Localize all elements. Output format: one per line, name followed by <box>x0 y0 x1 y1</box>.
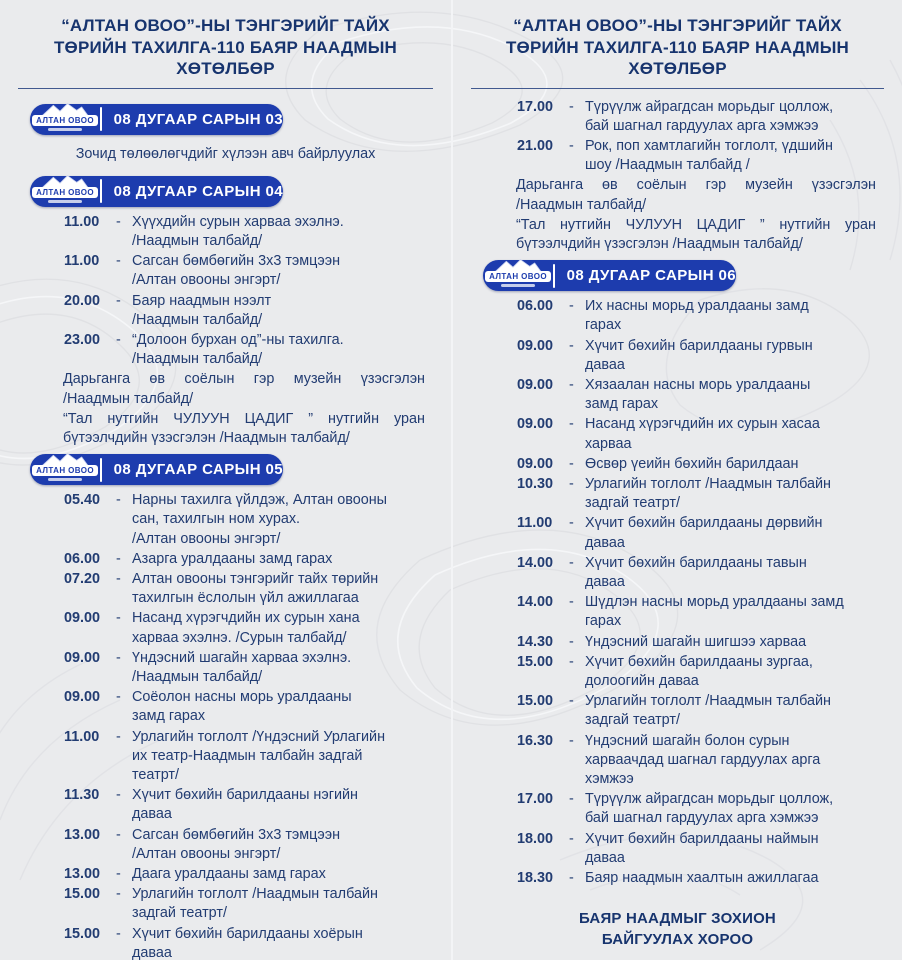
note-line: бүтээлчдийн үзэсгэлэн /Наадмын талбайд/ <box>63 429 350 446</box>
note <box>0 370 451 408</box>
event-time: 09.00 <box>517 376 554 393</box>
event-description <box>585 475 876 513</box>
note-line: “Тал нутгийн ЧУЛУУН ЦАДИГ ” нутгийн уран <box>63 410 425 427</box>
event-dash: - <box>569 653 574 670</box>
event-description-line: даваа <box>132 806 172 823</box>
event-time: 09.00 <box>64 649 101 666</box>
event-dash: - <box>116 787 121 804</box>
event-description-line: /Наадмын талбайд/ <box>132 311 263 328</box>
event-description-line: харваа эхэлнэ. /Сурын талбайд/ <box>132 629 347 646</box>
note-line: “Тал нутгийн ЧУЛУУН ЦАДИГ ” нутгийн уран <box>516 216 876 233</box>
event-description-line: /Наадмын талбайд/ <box>132 351 263 368</box>
schedule-item <box>0 688 451 726</box>
event-description-line: Рок, поп хамтлагийн тоглолт, үдшийн <box>585 137 833 154</box>
title-line: ТӨРИЙН ТАХИЛГА-110 БАЯР НААДМЫН <box>53 37 398 57</box>
event-description-line: шоу /Наадмын талбайд / <box>585 157 750 174</box>
date-badge-label: 08 ДУГААР САРЫН 05 <box>113 461 283 479</box>
note-line: /Наадмын талбайд/ <box>63 390 194 407</box>
schedule-item <box>0 252 451 290</box>
event-description-line: хэмжээ <box>585 771 634 787</box>
event-description <box>132 491 425 549</box>
event-description-line: гарах <box>585 613 622 630</box>
footer-line: БАЙГУУЛАХ ХОРОО <box>601 931 754 949</box>
schedule-item <box>0 826 451 864</box>
event-description-line: Хүчит бөхийн барилдааны зургаа, <box>585 653 813 670</box>
event-description-line: даваа <box>585 849 625 866</box>
event-description-line: гарах <box>585 317 622 334</box>
date-badge-label: 08 ДУГААР САРЫН 03 <box>113 110 283 128</box>
schedule-item <box>0 649 451 687</box>
event-dash: - <box>116 253 121 270</box>
event-time: 06.00 <box>64 550 101 567</box>
event-time: 09.00 <box>517 337 554 354</box>
event-time: 23.00 <box>64 331 101 348</box>
event-description <box>132 865 425 884</box>
event-description-line: Үндэсний шагайн харваа эхэлнэ. <box>132 649 352 666</box>
event-dash: - <box>116 610 121 627</box>
event-description <box>132 570 425 608</box>
event-description-line: /Алтан овооны энгэрт/ <box>132 845 281 862</box>
event-description <box>585 790 876 828</box>
event-description <box>132 826 425 864</box>
note <box>453 216 902 254</box>
event-time: 09.00 <box>64 610 101 627</box>
event-dash: - <box>569 475 574 492</box>
altan-ovoo-logo <box>483 258 553 287</box>
badge-divider <box>100 458 102 482</box>
logo-subtitle-bar <box>501 284 535 287</box>
event-dash: - <box>116 689 121 706</box>
event-description <box>132 331 425 369</box>
schedule-item <box>453 790 902 828</box>
schedule-item <box>453 653 902 691</box>
event-description-line: Нарны тахилга үйлдэж, Алтан овооны <box>132 492 387 509</box>
event-time: 17.00 <box>517 98 554 115</box>
event-description-line: Хүчит бөхийн барилдааны нэгийн <box>132 787 358 804</box>
event-description-line: Даага уралдааны замд гарах <box>132 866 326 882</box>
event-description <box>132 885 425 923</box>
event-time: 14.00 <box>517 594 554 611</box>
event-description-line: замд гарах <box>132 708 206 725</box>
event-dash: - <box>569 455 574 472</box>
event-description <box>132 550 425 569</box>
event-dash: - <box>116 213 121 230</box>
schedule-item <box>0 925 451 960</box>
event-description-line: Насанд хүрэгчдийн их сурын хана <box>132 610 360 627</box>
event-dash: - <box>116 292 121 309</box>
event-dash: - <box>116 728 121 745</box>
event-dash: - <box>116 492 121 509</box>
event-dash: - <box>569 337 574 354</box>
event-description-line: Өсвөр үеийн бөхийн барилдаан <box>585 455 799 472</box>
event-dash: - <box>569 515 574 532</box>
note-line: /Наадмын талбайд/ <box>516 196 647 213</box>
event-description-line: их театр-Наадмын талбайн задгай <box>132 747 363 764</box>
event-dash: - <box>116 550 121 567</box>
event-time: 15.00 <box>64 925 101 942</box>
schedule-item <box>453 455 902 474</box>
logo-title: АЛТАН ОВОО <box>32 115 98 126</box>
schedule-item <box>453 415 902 453</box>
event-dash: - <box>569 98 574 115</box>
event-description-line: замд гарах <box>585 396 659 413</box>
event-description-line: Насанд хүрэгчдийн их сурын хасаа <box>585 416 820 433</box>
event-description-line: Шүдлэн насны морьд уралдааны замд <box>585 594 844 611</box>
event-description <box>585 98 876 136</box>
schedule-item <box>453 633 902 652</box>
date-badge-label: 08 ДУГААР САРЫН 06 <box>566 267 736 285</box>
event-time: 15.00 <box>64 886 101 903</box>
sections <box>0 89 451 960</box>
event-dash: - <box>116 886 121 903</box>
event-description <box>132 609 425 647</box>
event-description-line: даваа <box>585 356 625 373</box>
event-description <box>585 593 876 631</box>
schedule-item <box>453 554 902 592</box>
event-description <box>585 514 876 552</box>
schedule-item <box>0 570 451 608</box>
organizer-footer <box>453 908 902 950</box>
event-description <box>585 297 876 335</box>
event-description-line: Түрүүлж айрагдсан морьдыг цоллож, <box>585 791 834 808</box>
logo-title: АЛТАН ОВОО <box>32 187 98 198</box>
schedule-item <box>453 692 902 730</box>
event-description-line: сан, тахилгын ном хурах. <box>132 511 301 528</box>
event-description-line: /Наадмын талбайд/ <box>132 232 263 249</box>
event-description <box>585 633 876 652</box>
schedule-item <box>0 331 451 369</box>
schedule-item <box>453 475 902 513</box>
schedule-item <box>0 609 451 647</box>
event-time: 21.00 <box>517 137 554 154</box>
event-time: 18.30 <box>517 870 554 887</box>
event-description <box>585 415 876 453</box>
event-description-line: Хүчит бөхийн барилдааны наймын <box>585 830 819 847</box>
date-badge-label: 08 ДУГААР САРЫН 04 <box>113 182 283 200</box>
date-badge <box>483 260 736 291</box>
event-time: 09.00 <box>517 455 554 472</box>
event-description-line: Баяр наадмын хаалтын ажиллагаа <box>585 870 819 887</box>
event-time: 07.20 <box>64 570 101 587</box>
footer-line: БАЯР НААДМЫГ ЗОХИОН <box>579 910 776 928</box>
event-description-line: бай шагнал гардуулах арга хэмжээ <box>585 117 819 134</box>
note-line: Дарьганга өв соёлын гэр музейн үзэсгэлэн <box>516 177 876 194</box>
event-dash: - <box>116 570 121 587</box>
event-dash: - <box>569 732 574 749</box>
event-dash: - <box>569 554 574 571</box>
event-description <box>132 688 425 726</box>
event-time: 11.00 <box>64 728 100 745</box>
schedule-item <box>453 830 902 868</box>
title-line: “АЛТАН ОВОО”-НЫ ТЭНГЭРИЙГ ТАЙХ <box>513 16 842 35</box>
event-description <box>132 649 425 687</box>
event-description-line: харваа <box>585 435 632 452</box>
schedule-item <box>0 728 451 786</box>
event-time: 13.00 <box>64 866 101 882</box>
title-line: “АЛТАН ОВОО”-НЫ ТЭНГЭРИЙГ ТАЙХ <box>61 16 390 35</box>
event-description-line: “Долоон бурхан од”-ны тахилга. <box>132 331 344 348</box>
event-description-line: Баяр наадмын нээлт <box>132 292 272 309</box>
event-time: 09.00 <box>64 689 101 706</box>
event-dash: - <box>116 331 121 348</box>
event-description <box>585 732 876 790</box>
event-description-line: тахилгын ёслолын үйл ажиллагаа <box>132 590 359 607</box>
event-time: 20.00 <box>64 292 101 309</box>
event-description <box>585 692 876 730</box>
schedule-item <box>0 213 451 251</box>
event-dash: - <box>569 376 574 393</box>
event-dash: - <box>569 693 574 710</box>
event-dash: - <box>569 298 574 315</box>
event-time: 05.40 <box>64 492 101 509</box>
event-description-line: /Алтан овооны энгэрт/ <box>132 530 281 547</box>
event-description-line: Урлагийн тоглолт /Наадмын талбайн <box>585 693 831 710</box>
event-time: 15.00 <box>517 693 554 710</box>
note <box>453 176 902 214</box>
event-description-line: Соёолон насны морь уралдааны <box>132 689 352 706</box>
event-description-line: долоогийн даваа <box>585 672 699 689</box>
event-description-line: Сагсан бөмбөгийн 3х3 тэмцээн <box>132 253 341 270</box>
event-description <box>132 786 425 824</box>
schedule-item <box>0 865 451 884</box>
event-description-line: Алтан овооны тэнгэрийг тайх төрийн <box>132 570 379 587</box>
event-time: 09.00 <box>517 416 554 433</box>
altan-ovoo-logo <box>30 174 100 203</box>
program-column-right <box>451 0 902 960</box>
logo-title: АЛТАН ОВОО <box>32 465 98 476</box>
event-description-line: Хүүхдийн сурын харваа эхэлнэ. <box>132 213 344 230</box>
badge-divider <box>100 107 102 131</box>
badge-divider <box>100 179 102 203</box>
event-description <box>132 252 425 290</box>
poster-title <box>467 15 888 80</box>
note <box>0 410 451 448</box>
schedule-item <box>453 514 902 552</box>
event-description-line: харваачдад шагнал гардуулах арга <box>585 751 821 768</box>
event-description-line: Урлагийн тоглолт /Үндэсний Урлагийн <box>132 728 386 745</box>
event-time: 14.00 <box>517 554 554 571</box>
schedule-item <box>453 869 902 888</box>
date-badge <box>30 454 283 485</box>
event-time: 06.00 <box>517 298 554 315</box>
event-time: 11.30 <box>64 787 100 804</box>
schedule-item <box>453 297 902 335</box>
sections <box>453 89 902 951</box>
event-description-line: /Наадмын талбайд/ <box>132 668 263 685</box>
event-description-line: Хүчит бөхийн барилдааны дөрвийн <box>585 515 823 532</box>
event-description-line: Хязаалан насны морь уралдааны <box>585 376 811 393</box>
badge-divider <box>553 264 555 288</box>
event-description-line: Хүчит бөхийн барилдааны гурвын <box>585 337 813 354</box>
schedule-item <box>453 137 902 175</box>
event-description <box>132 925 425 960</box>
event-description <box>585 830 876 868</box>
event-dash: - <box>569 594 574 611</box>
event-dash: - <box>116 925 121 942</box>
event-description-line: Хүчит бөхийн барилдааны тавын <box>585 554 807 571</box>
event-time: 11.00 <box>517 515 553 532</box>
event-description-line: Урлагийн тоглолт /Наадмын талбайн <box>132 886 378 903</box>
event-description-line: задгай театрт/ <box>585 495 680 512</box>
event-dash: - <box>116 866 121 882</box>
title-line: ТӨРИЙН ТАХИЛГА-110 БАЯР НААДМЫН <box>505 37 850 57</box>
schedule-item <box>0 550 451 569</box>
event-description <box>585 337 876 375</box>
schedule-item <box>453 98 902 136</box>
event-description-line: задгай театрт/ <box>585 712 680 729</box>
event-time: 16.30 <box>517 732 554 749</box>
event-dash: - <box>569 870 574 887</box>
event-time: 11.00 <box>64 213 100 230</box>
schedule-item <box>453 593 902 631</box>
event-description-line: задгай театрт/ <box>132 905 227 922</box>
poster-title <box>14 15 437 80</box>
event-description <box>132 728 425 786</box>
event-description <box>585 455 876 474</box>
event-description-line: Азарга уралдааны замд гарах <box>132 550 333 567</box>
event-dash: - <box>569 830 574 847</box>
note-line: Дарьганга өв соёлын гэр музейн үзэсгэлэн <box>63 371 425 388</box>
event-description-line: даваа <box>132 944 172 960</box>
event-description <box>585 137 876 175</box>
note <box>0 141 451 170</box>
altan-ovoo-logo <box>30 102 100 131</box>
event-time: 14.30 <box>517 633 554 650</box>
event-description-line: Үндэсний шагайн болон сурын <box>585 732 790 749</box>
event-description-line: даваа <box>585 573 625 590</box>
date-badge <box>30 104 283 135</box>
event-time: 10.30 <box>517 475 554 492</box>
logo-subtitle-bar <box>48 478 82 481</box>
event-time: 18.00 <box>517 830 554 847</box>
note-line: бүтээлчдийн үзэсгэлэн /Наадмын талбайд/ <box>516 235 803 252</box>
event-dash: - <box>569 416 574 433</box>
event-description <box>585 554 876 592</box>
event-description-line: театрт/ <box>132 766 179 783</box>
event-description <box>585 376 876 414</box>
schedule-item <box>0 292 451 330</box>
schedule-item <box>0 786 451 824</box>
event-time: 15.00 <box>517 653 554 670</box>
event-description-line: даваа <box>585 534 625 551</box>
title-line: ХӨТӨЛБӨР <box>176 59 275 78</box>
logo-subtitle-bar <box>48 128 82 131</box>
schedule-item <box>0 491 451 549</box>
logo-subtitle-bar <box>48 200 82 203</box>
event-description-line: Урлагийн тоглолт /Наадмын талбайн <box>585 475 831 492</box>
event-dash: - <box>569 791 574 808</box>
event-description-line: бай шагнал гардуулах арга хэмжээ <box>585 810 819 827</box>
event-description <box>585 653 876 691</box>
event-dash: - <box>569 633 574 650</box>
event-description-line: Хүчит бөхийн барилдааны хоёрын <box>132 925 363 942</box>
event-description-line: /Алтан овооны энгэрт/ <box>132 272 281 289</box>
event-description-line: Их насны морьд уралдааны замд <box>585 298 809 315</box>
event-dash: - <box>116 649 121 666</box>
event-description <box>132 213 425 251</box>
schedule-item <box>0 885 451 923</box>
schedule-item <box>453 732 902 790</box>
date-badge <box>30 176 283 207</box>
schedule-item <box>453 337 902 375</box>
event-time: 11.00 <box>64 253 100 270</box>
event-description <box>132 292 425 330</box>
title-line: ХӨТӨЛБӨР <box>628 59 727 78</box>
schedule-item <box>453 376 902 414</box>
event-time: 17.00 <box>517 791 554 808</box>
event-description <box>585 869 876 888</box>
event-description-line: Сагсан бөмбөгийн 3х3 тэмцээн <box>132 826 341 843</box>
event-time: 13.00 <box>64 826 101 843</box>
event-dash: - <box>116 826 121 843</box>
event-description-line: Үндэсний шагайн шигшээ харваа <box>585 633 807 650</box>
altan-ovoo-logo <box>30 452 100 481</box>
event-description-line: Түрүүлж айрагдсан морьдыг цоллож, <box>585 98 834 115</box>
logo-title: АЛТАН ОВОО <box>485 271 551 282</box>
note-line: Зочид төлөөлөгчдийг хүлээн авч байрлуулах <box>75 145 376 162</box>
event-dash: - <box>569 137 574 154</box>
